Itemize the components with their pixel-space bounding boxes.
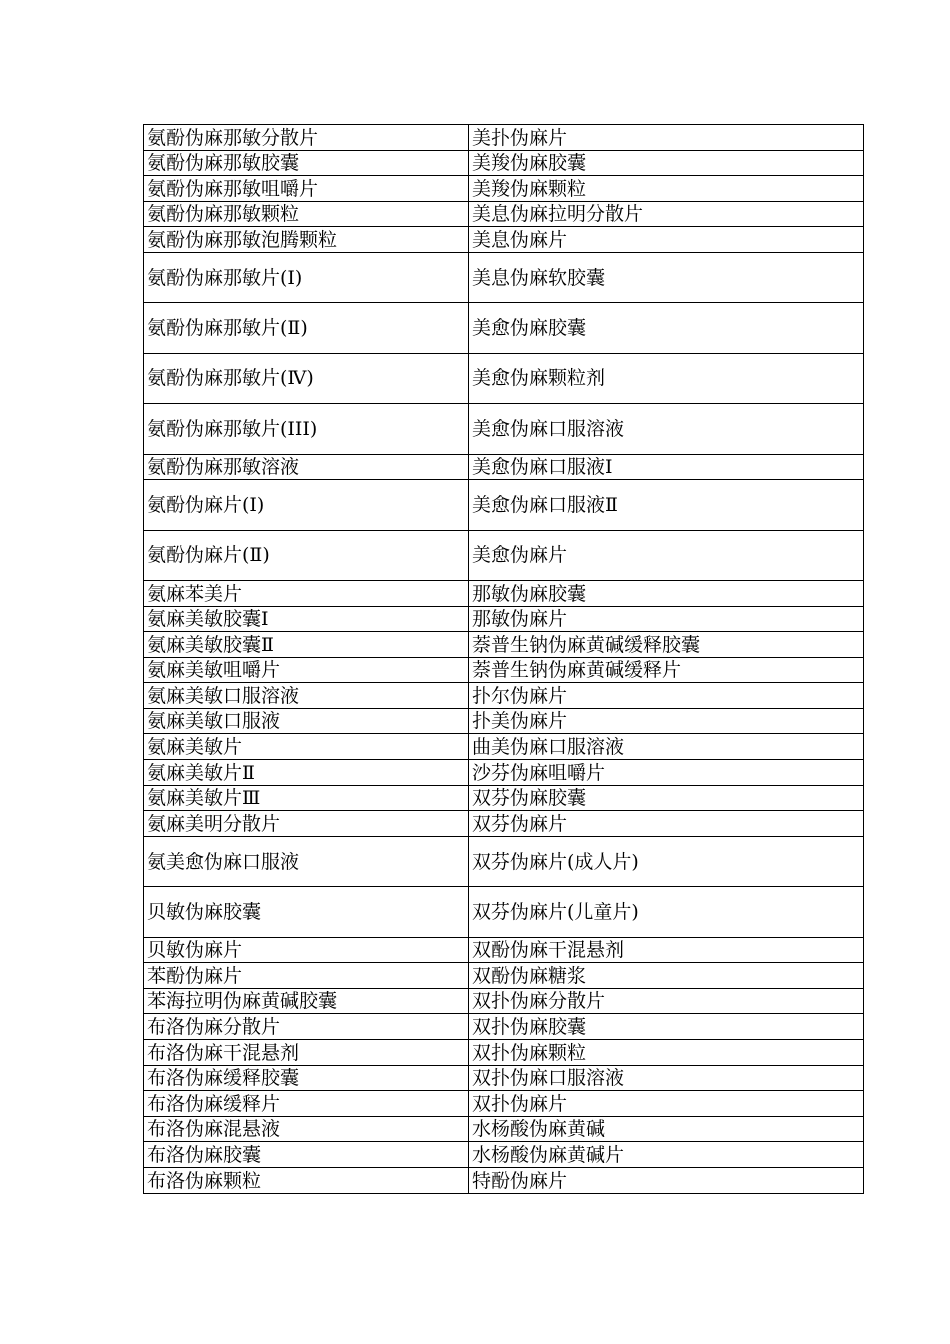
table-row [144, 404, 864, 454]
drug-name-cell-right: 美扑伪麻片 [469, 125, 864, 151]
drug-name-table [143, 124, 864, 1194]
drug-name-cell-right: 水杨酸伪麻黄碱片 [469, 1142, 864, 1168]
drug-name-cell-left: 氨酚伪麻那敏颗粒 [144, 201, 469, 227]
table-row [144, 530, 864, 580]
table-row [144, 836, 864, 886]
drug-name-cell-right: 美息伪麻片 [469, 227, 864, 253]
drug-name-cell-left: 布洛伪麻缓释片 [144, 1091, 469, 1117]
drug-name-cell-left: 氨麻美明分散片 [144, 811, 469, 837]
drug-name-cell-left: 氨麻苯美片 [144, 580, 469, 606]
drug-name-cell-right: 美愈伪麻口服液Ⅱ [469, 480, 864, 530]
drug-name-cell-left: 氨麻美敏咀嚼片 [144, 657, 469, 683]
drug-name-cell-right: 双芬伪麻片(成人片) [469, 836, 864, 886]
table-row [144, 1116, 864, 1142]
drug-name-cell-left: 氨麻美敏片Ⅲ [144, 785, 469, 811]
table-row [144, 606, 864, 632]
drug-name-cell-left: 布洛伪麻分散片 [144, 1014, 469, 1040]
table-row [144, 760, 864, 786]
drug-name-cell-right: 特酚伪麻片 [469, 1167, 864, 1193]
drug-name-cell-right: 双扑伪麻分散片 [469, 988, 864, 1014]
drug-name-cell-left: 布洛伪麻缓释胶囊 [144, 1065, 469, 1091]
table-row [144, 937, 864, 963]
drug-name-cell-right: 曲美伪麻口服溶液 [469, 734, 864, 760]
table-row [144, 632, 864, 658]
drug-name-cell-left: 氨酚伪麻那敏片(III) [144, 404, 469, 454]
drug-name-cell-left: 氨酚伪麻那敏泡腾颗粒 [144, 227, 469, 253]
drug-name-cell-right: 美愈伪麻口服溶液 [469, 404, 864, 454]
drug-name-cell-left: 贝敏伪麻胶囊 [144, 887, 469, 937]
drug-name-cell-right: 双芬伪麻片(儿童片) [469, 887, 864, 937]
table-row [144, 988, 864, 1014]
drug-name-cell-right: 美羧伪麻颗粒 [469, 176, 864, 202]
table-row [144, 176, 864, 202]
drug-name-cell-right: 美愈伪麻胶囊 [469, 303, 864, 353]
drug-name-cell-left: 布洛伪麻胶囊 [144, 1142, 469, 1168]
drug-name-cell-left: 苯酚伪麻片 [144, 963, 469, 989]
drug-name-cell-left: 氨酚伪麻那敏溶液 [144, 454, 469, 480]
table-row [144, 734, 864, 760]
drug-name-cell-right: 那敏伪麻胶囊 [469, 580, 864, 606]
table-row [144, 963, 864, 989]
drug-name-cell-right: 扑美伪麻片 [469, 708, 864, 734]
table-row [144, 785, 864, 811]
table-row [144, 887, 864, 937]
drug-name-cell-right: 萘普生钠伪麻黄碱缓释片 [469, 657, 864, 683]
drug-name-cell-left: 布洛伪麻颗粒 [144, 1167, 469, 1193]
table-row [144, 480, 864, 530]
drug-name-cell-right: 双扑伪麻胶囊 [469, 1014, 864, 1040]
table-row [144, 1091, 864, 1117]
drug-name-cell-right: 美羧伪麻胶囊 [469, 150, 864, 176]
drug-name-cell-right: 双酚伪麻糖浆 [469, 963, 864, 989]
table-row [144, 657, 864, 683]
drug-name-cell-left: 氨麻美敏胶囊Ⅱ [144, 632, 469, 658]
table-row [144, 454, 864, 480]
table-row [144, 125, 864, 151]
drug-name-cell-left: 苯海拉明伪麻黄碱胶囊 [144, 988, 469, 1014]
drug-name-cell-right: 双扑伪麻口服溶液 [469, 1065, 864, 1091]
drug-name-cell-right: 双芬伪麻片 [469, 811, 864, 837]
table-row [144, 708, 864, 734]
drug-name-cell-right: 美息伪麻软胶囊 [469, 252, 864, 302]
drug-name-cell-left: 氨酚伪麻那敏咀嚼片 [144, 176, 469, 202]
drug-name-cell-right: 美愈伪麻颗粒剂 [469, 353, 864, 403]
drug-name-cell-right: 萘普生钠伪麻黄碱缓释胶囊 [469, 632, 864, 658]
drug-name-cell-left: 氨酚伪麻片(Ⅰ) [144, 480, 469, 530]
table-row [144, 1040, 864, 1066]
table-row [144, 353, 864, 403]
drug-name-cell-right: 双扑伪麻颗粒 [469, 1040, 864, 1066]
drug-name-cell-left: 贝敏伪麻片 [144, 937, 469, 963]
drug-name-cell-right: 扑尔伪麻片 [469, 683, 864, 709]
drug-name-cell-left: 氨酚伪麻那敏分散片 [144, 125, 469, 151]
table-body [144, 125, 864, 1194]
table-row [144, 1014, 864, 1040]
table-row [144, 227, 864, 253]
drug-name-cell-left: 氨麻美敏口服溶液 [144, 683, 469, 709]
drug-name-cell-right: 双芬伪麻胶囊 [469, 785, 864, 811]
drug-name-cell-right: 双酚伪麻干混悬剂 [469, 937, 864, 963]
table-row [144, 580, 864, 606]
table-row [144, 811, 864, 837]
drug-name-cell-left: 氨麻美敏口服液 [144, 708, 469, 734]
table-row [144, 150, 864, 176]
drug-name-cell-right: 那敏伪麻片 [469, 606, 864, 632]
drug-name-cell-left: 氨美愈伪麻口服液 [144, 836, 469, 886]
drug-name-cell-left: 氨酚伪麻那敏片(Ⅳ) [144, 353, 469, 403]
drug-name-cell-left: 氨麻美敏片Ⅱ [144, 760, 469, 786]
table-row [144, 1065, 864, 1091]
drug-name-cell-left: 氨酚伪麻片(Ⅱ) [144, 530, 469, 580]
drug-name-cell-right: 美愈伪麻口服液Ⅰ [469, 454, 864, 480]
drug-name-cell-left: 氨酚伪麻那敏片(Ⅰ) [144, 252, 469, 302]
table-row [144, 303, 864, 353]
drug-name-cell-left: 氨酚伪麻那敏片(Ⅱ) [144, 303, 469, 353]
table-row [144, 683, 864, 709]
table-row [144, 1167, 864, 1193]
drug-name-cell-left: 氨酚伪麻那敏胶囊 [144, 150, 469, 176]
table-row [144, 252, 864, 302]
drug-name-cell-left: 布洛伪麻干混悬剂 [144, 1040, 469, 1066]
drug-name-cell-right: 水杨酸伪麻黄碱 [469, 1116, 864, 1142]
drug-name-cell-left: 布洛伪麻混悬液 [144, 1116, 469, 1142]
drug-name-cell-left: 氨麻美敏胶囊Ⅰ [144, 606, 469, 632]
drug-name-cell-left: 氨麻美敏片 [144, 734, 469, 760]
drug-name-cell-right: 美愈伪麻片 [469, 530, 864, 580]
table-row [144, 1142, 864, 1168]
drug-name-cell-right: 双扑伪麻片 [469, 1091, 864, 1117]
drug-name-cell-right: 沙芬伪麻咀嚼片 [469, 760, 864, 786]
drug-name-cell-right: 美息伪麻拉明分散片 [469, 201, 864, 227]
table-row [144, 201, 864, 227]
